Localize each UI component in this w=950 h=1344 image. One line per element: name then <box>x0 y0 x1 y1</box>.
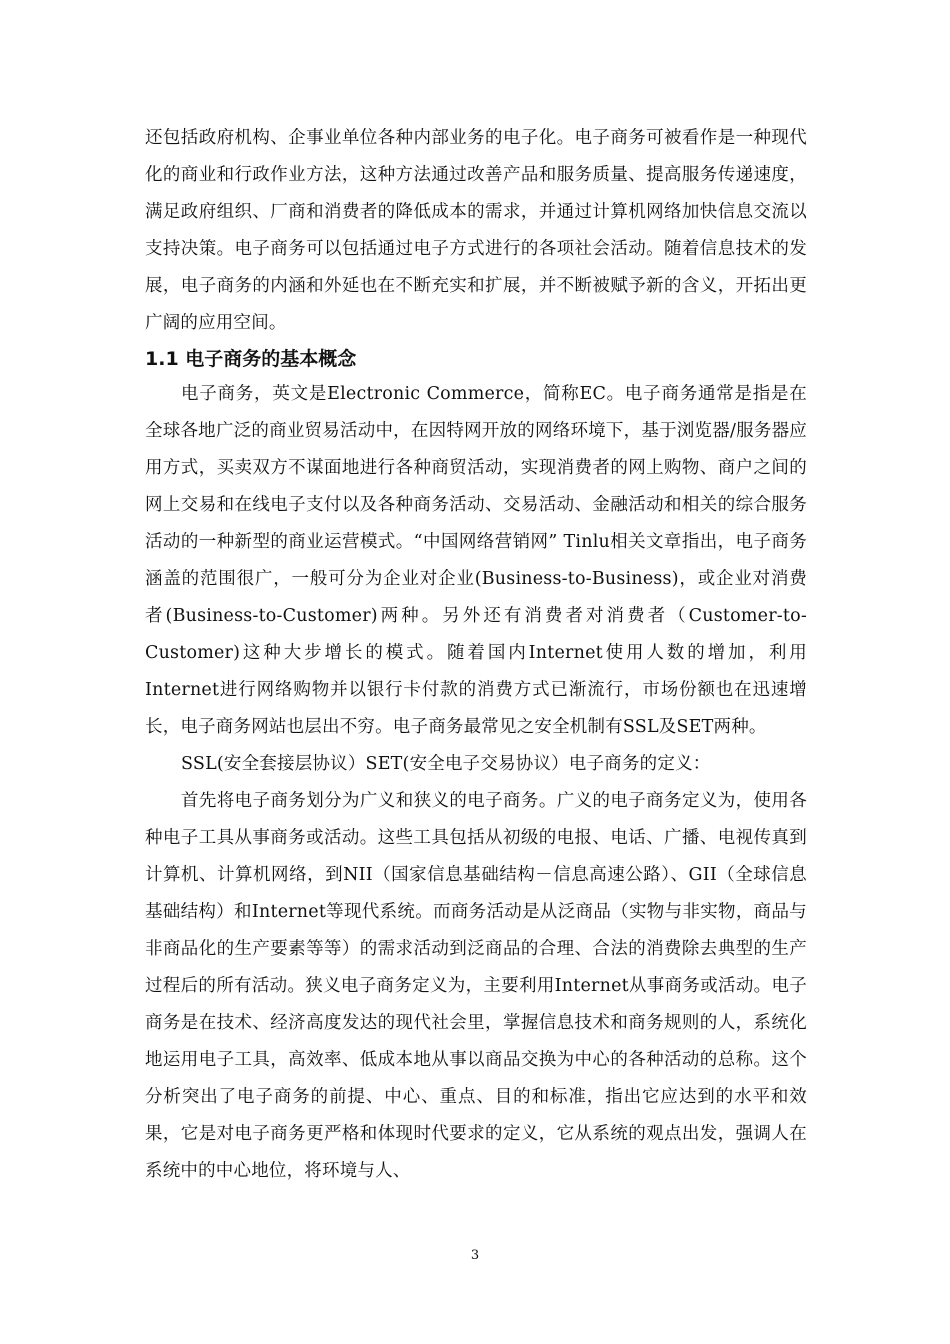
body-paragraph-broad-narrow: 首先将电子商务划分为广义和狭义的电子商务。广义的电子商务定义为，使用各种电子工具从事商务或活动。这些工具包括从初级的电报、电话、广播、电视传真到计算机、计算机网络，到NII（国家信息基础结构－信息高速公路）、GII（全球信息基础结构）和Internet等现代系统。而商务活动是从泛商品（实物与非实物，商品与非商品化的生产要素等等）的需求活动到泛商品的合理、合法的消费除去典型的生产过程后的所有活动。狭义电子商务定义为，主要利用Internet从事商务或活动。电子商务是在技术、经济高度发达的现代社会里，掌握信息技术和商务规则的人，系统化地运用电子工具，高效率、低成本地从事以商品交换为中心的各种活动的总称。这个分析突出了电子商务的前提、中心、重点、目的和标准，指出它应达到的水平和效果，它是对电子商务更严格和体现时代要求的定义，它从系统的观点出发，强调人在系统中的中心地位，将环境与人、 <box>145 791 807 1181</box>
body-paragraph-definition: 电子商务，英文是Electronic Commerce，简称EC。电子商务通常是指是在全球各地广泛的商业贸易活动中，在因特网开放的网络环境下，基于浏览器/服务器应用方式，买卖双方不谋面地进行各种商贸活动，实现消费者的网上购物、商户之间的网上交易和在线电子支付以及各种商务活动、交易活动、金融活动和相关的综合服务活动的一种新型的商业运营模式。“中国网络营销网” Tinlu相关文章指出，电子商务涵盖的范围很广，一般可分为企业对企业(Business-to-Business)，或企业对消费者(Business-to-Customer)两种。另外还有消费者对消费者（Customer-to-Customer)这种大步增长的模式。随着国内Internet使用人数的增加，利用Internet进行网络购物并以银行卡付款的消费方式已渐流行，市场份额也在迅速增长，电子商务网站也层出不穷。电子商务最常见之安全机制有SSL及SET两种。 <box>145 384 807 737</box>
page-number: 3 <box>470 1248 480 1263</box>
body-paragraph-protocols: SSL(安全套接层协议）SET(安全电子交易协议）电子商务的定义： <box>181 754 711 774</box>
section-heading: 1.1 电子商务的基本概念 <box>145 348 357 370</box>
page-content <box>145 120 807 1190</box>
body-paragraph-intro: 还包括政府机构、企事业单位各种内部业务的电子化。电子商务可被看作是一种现代化的商业和行政作业方法，这种方法通过改善产品和服务质量、提高服务传递速度，满足政府组织、厂商和消费者的降低成本的需求，并通过计算机网络加快信息交流以支持决策。电子商务可以包括通过电子方式进行的各项社会活动。随着信息技术的发展，电子商务的内涵和外延也在不断充实和扩展，并不断被赋予新的含义，开拓出更广阔的应用空间。 <box>145 128 807 333</box>
